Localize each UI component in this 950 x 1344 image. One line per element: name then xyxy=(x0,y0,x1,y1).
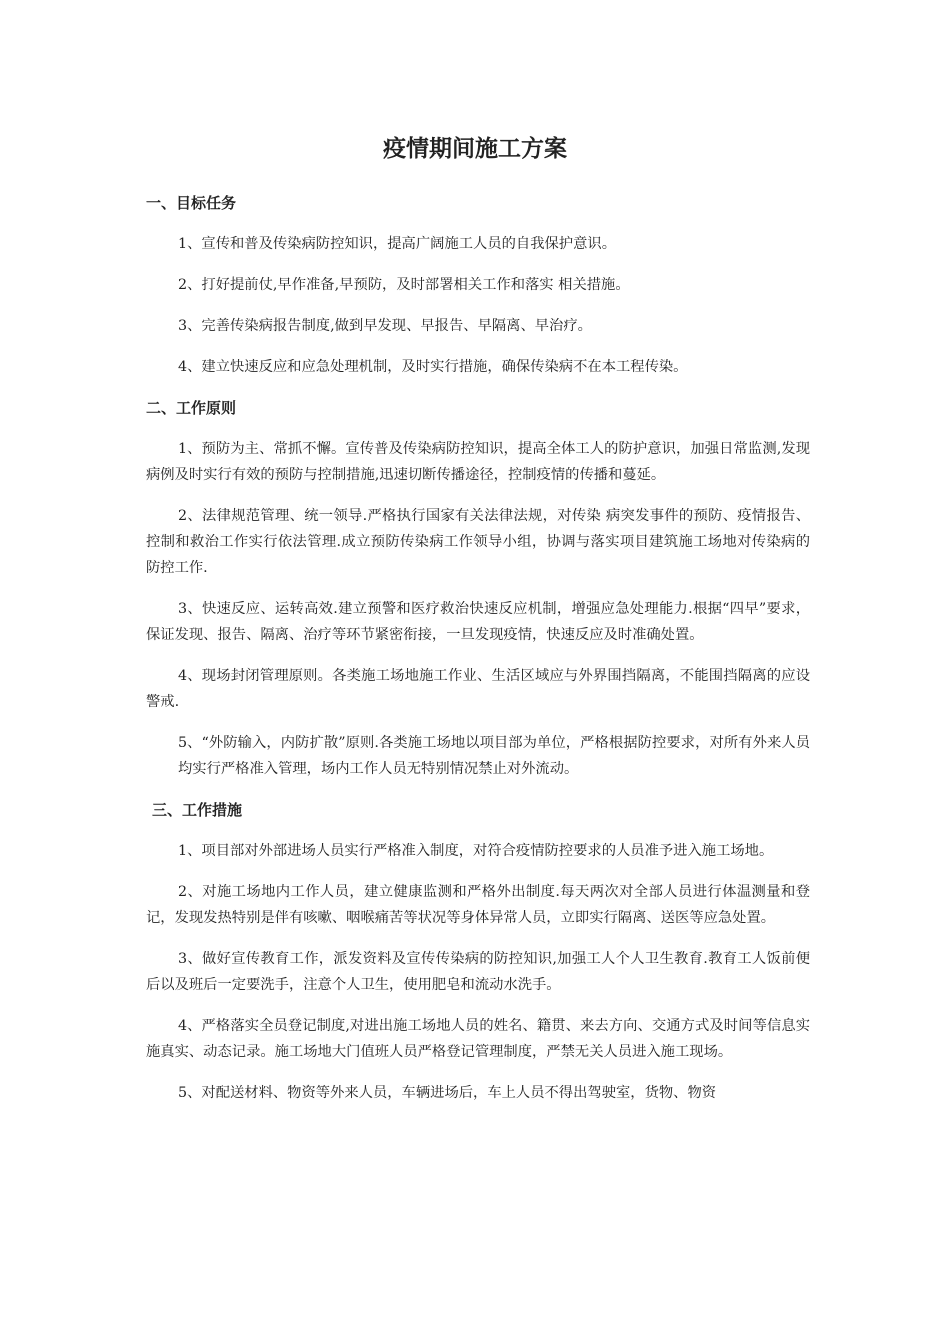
paragraph: 5、对配送材料、物资等外来人员，车辆进场后，车上人员不得出驾驶室，货物、物资 xyxy=(178,1085,717,1101)
paragraph: 3、完善传染病报告制度,做到早发现、早报告、早隔离、早治疗。 xyxy=(178,318,592,334)
paragraph: 2、法律规范管理、统一领导.严格执行国家有关法律法规，对传染 病突发事件的预防、疫情报告、控制和救治工作实行依法管理.成立预防传染病工作领导小组，协调与落实项目建筑施工场地对传染病的 防控工作. xyxy=(146,508,810,576)
section-heading: 一、目标任务 xyxy=(146,194,237,212)
document-body xyxy=(146,190,810,1121)
paragraph: 4、现场封闭管理原则。各类施工场地施工作业、生活区域应与外界围挡隔离，不能围挡隔离的应设警戒. xyxy=(146,668,810,710)
section-heading: 二、工作原则 xyxy=(146,399,237,417)
paragraph: 1、宣传和普及传染病防控知识，提高广阔施工人员的自我保护意识。 xyxy=(178,236,616,252)
paragraph: 5、“外防输入，内防扩散”原则.各类施工场地以项目部为单位，严格根据防控要求，对所有外来人员均实行严格准入管理，场内工作人员无特别情况禁止对外流动。 xyxy=(178,735,810,777)
section-principles xyxy=(146,395,810,782)
paragraph: 3、做好宣传教育工作，派发资料及宣传传染病的防控知识,加强工人个人卫生教育.教育工人饭前便后以及班后一定要洗手，注意个人卫生，使用肥皂和流动水洗手。 xyxy=(146,951,810,993)
document-title: 疫情期间施工方案 xyxy=(383,136,567,162)
section-goals xyxy=(146,190,810,380)
paragraph: 1、预防为主、常抓不懈。宣传普及传染病防控知识，提高全体工人的防护意识，加强日常监测,发现病例及时实行有效的预防与控制措施,迅速切断传播途径，控制疫情的传播和蔓延。 xyxy=(146,441,810,483)
paragraph: 4、建立快速反应和应急处理机制，及时实行措施，确保传染病不在本工程传染。 xyxy=(178,359,688,375)
section-heading: 三、工作措施 xyxy=(152,801,243,819)
paragraph: 2、对施工场地内工作人员，建立健康监测和严格外出制度.每天两次对全部人员进行体温测量和登记，发现发热特别是伴有咳嗽、咽喉痛苦等状况等身体异常人员，立即实行隔离、送医等应急处置。 xyxy=(146,884,810,926)
paragraph: 4、严格落实全员登记制度,对进出施工场地人员的姓名、籍贯、来去方向、交通方式及时间等信息实施真实、动态记录。施工场地大门值班人员严格登记管理制度，严禁无关人员进入施工现场。 xyxy=(146,1018,810,1060)
paragraph: 1、项目部对外部进场人员实行严格准入制度，对符合疫情防控要求的人员准予进入施工场地。 xyxy=(178,843,774,859)
paragraph: 2、打好提前仗,早作准备,早预防，及时部署相关工作和落实 相关措施。 xyxy=(178,277,630,293)
section-measures xyxy=(146,797,810,1106)
paragraph: 3、快速反应、运转高效.建立预警和医疗救治快速反应机制，增强应急处理能力.根据“四早”要求，保证发现、报告、隔离、治疗等环节紧密衔接，一旦发现疫情，快速反应及时准确处置。 xyxy=(146,601,810,643)
